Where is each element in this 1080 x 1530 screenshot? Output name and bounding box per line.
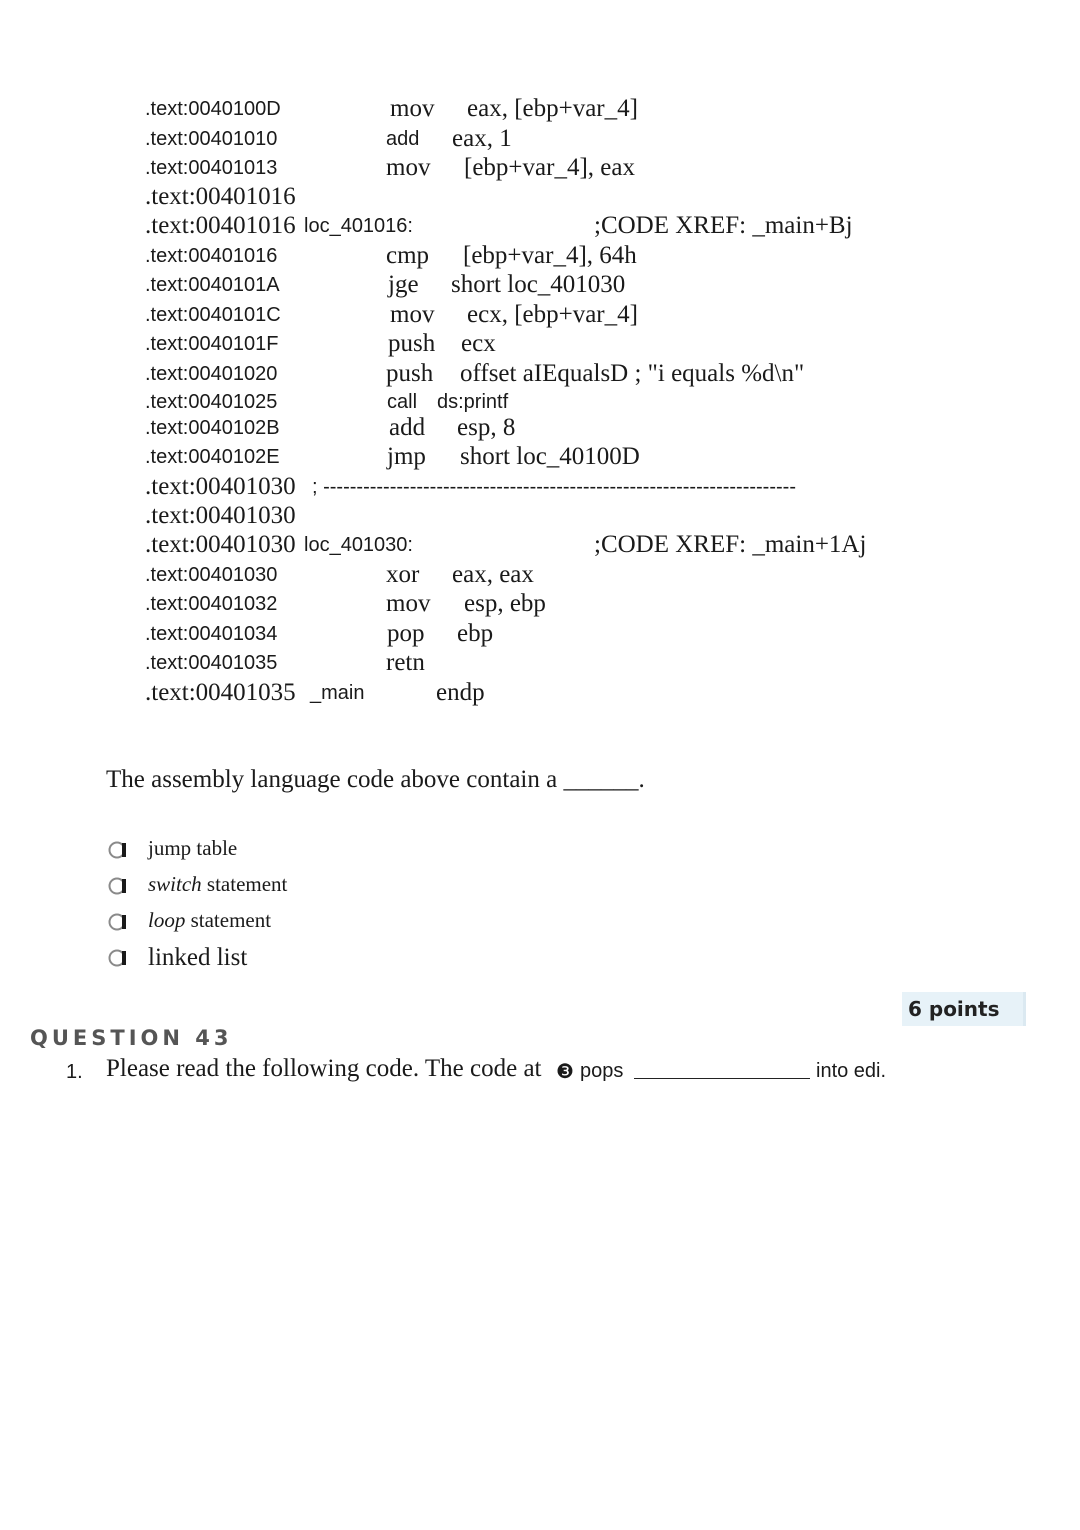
- code-address: .text:0040101C: [145, 304, 281, 326]
- code-address: .text:00401016: [145, 183, 296, 210]
- code-operand: esp, ebp: [464, 590, 546, 617]
- code-line: [0, 621, 1080, 651]
- code-operand: eax, 1: [452, 125, 512, 152]
- code-line: [0, 680, 1080, 710]
- code-line: [0, 96, 1080, 126]
- code-line: [0, 184, 1080, 214]
- answer-option-label: jump table: [148, 836, 238, 860]
- code-mnemonic: mov: [390, 95, 435, 122]
- question-text-pops: pops: [580, 1060, 624, 1082]
- code-line: [0, 331, 1080, 361]
- code-label: _main: [310, 682, 365, 704]
- code-mnemonic: push: [386, 360, 434, 387]
- code-operand: eax, [ebp+var_4]: [467, 95, 638, 122]
- code-address: .text:00401030: [145, 473, 296, 500]
- question-prompt: The assembly language code above contain a ______.: [106, 766, 645, 793]
- code-line: [0, 272, 1080, 302]
- code-address: .text:00401016: [145, 245, 278, 267]
- code-operand: ecx, [ebp+var_4]: [467, 301, 638, 328]
- code-line: [0, 562, 1080, 592]
- code-separator: ; -----------------------------------------------------------------------: [312, 476, 796, 498]
- code-mnemonic: pop: [387, 620, 425, 647]
- code-address: .text:0040102B: [145, 417, 280, 439]
- code-operand: short loc_40100D: [460, 443, 640, 470]
- code-address: .text:00401010: [145, 128, 278, 150]
- code-line: [0, 126, 1080, 156]
- code-address: .text:0040102E: [145, 446, 280, 468]
- code-operand: ;CODE XREF: _main+Bj: [594, 212, 853, 239]
- circled-three-marker: ❸: [556, 1061, 574, 1083]
- code-line: [0, 361, 1080, 391]
- list-number: 1.: [66, 1061, 83, 1083]
- code-mnemonic: retn: [386, 649, 425, 676]
- code-mnemonic: cmp: [386, 242, 430, 269]
- answer-option-label: linked list: [148, 944, 248, 971]
- code-mnemonic: mov: [390, 301, 435, 328]
- code-line: [0, 591, 1080, 621]
- radio-button-icon[interactable]: [108, 912, 128, 932]
- code-operand: eax, eax: [452, 561, 534, 588]
- answer-option-3[interactable]: [108, 908, 508, 936]
- code-operand: [ebp+var_4], eax: [464, 154, 635, 181]
- code-line: [0, 302, 1080, 332]
- code-address: .text:00401030: [145, 502, 296, 529]
- question-text-part: Please read the following code. The code at: [106, 1055, 542, 1082]
- code-line: [0, 155, 1080, 185]
- code-address: .text:00401035: [145, 652, 278, 674]
- code-mnemonic: add: [389, 414, 426, 441]
- code-line: [0, 503, 1080, 533]
- code-label: loc_401016:: [304, 215, 413, 237]
- radio-button-icon[interactable]: [108, 948, 128, 968]
- code-operand: [ebp+var_4], 64h: [463, 242, 637, 269]
- answer-blank[interactable]: [634, 1055, 810, 1079]
- code-mnemonic: mov: [386, 590, 431, 617]
- code-label: loc_401030:: [304, 534, 413, 556]
- code-mnemonic: xor: [386, 561, 420, 588]
- answer-option-2[interactable]: [108, 872, 508, 900]
- code-operand: offset aIEqualsD ; "i equals %d\n": [460, 360, 805, 387]
- code-mnemonic: mov: [386, 154, 431, 181]
- code-operand: ds:printf: [437, 391, 509, 413]
- code-address: .text:00401020: [145, 363, 278, 385]
- answer-option-1[interactable]: [108, 836, 508, 864]
- code-operand: ebp: [457, 620, 494, 647]
- code-address: .text:00401035: [145, 679, 296, 706]
- answer-option-label: switch statement: [148, 872, 288, 896]
- answer-option-4[interactable]: [108, 944, 508, 972]
- answer-option-label: loop statement: [148, 908, 272, 932]
- code-address: .text:00401016: [145, 212, 296, 239]
- code-line: [0, 213, 1080, 243]
- code-mnemonic: jmp: [387, 443, 426, 470]
- code-address: .text:00401025: [145, 391, 278, 413]
- code-mnemonic: push: [388, 330, 436, 357]
- code-line: [0, 243, 1080, 273]
- code-line: [0, 415, 1080, 445]
- radio-button-icon[interactable]: [108, 840, 128, 860]
- question-header: QUESTION 43: [30, 1026, 233, 1050]
- code-mnemonic: add: [386, 128, 420, 150]
- code-mnemonic: jge: [388, 271, 419, 298]
- code-address: .text:00401030: [145, 564, 278, 586]
- question-text-into-edi: into edi.: [816, 1060, 887, 1082]
- code-line: [0, 650, 1080, 680]
- next-question-text: [66, 1055, 966, 1085]
- code-operand: esp, 8: [457, 414, 516, 441]
- code-mnemonic: endp: [436, 679, 485, 706]
- code-operand: ecx: [461, 330, 496, 357]
- code-address: .text:0040101A: [145, 274, 280, 296]
- code-address: .text:00401034: [145, 623, 278, 645]
- code-address: .text:00401032: [145, 593, 278, 615]
- code-line: [0, 444, 1080, 474]
- code-line: [0, 532, 1080, 562]
- points-badge: 6 points: [902, 992, 1026, 1026]
- code-address: .text:0040101F: [145, 333, 279, 355]
- code-operand: short loc_401030: [451, 271, 626, 298]
- radio-button-icon[interactable]: [108, 876, 128, 896]
- code-operand: ;CODE XREF: _main+1Aj: [594, 531, 867, 558]
- code-address: .text:00401013: [145, 157, 278, 179]
- code-mnemonic: call: [387, 391, 418, 413]
- code-address: .text:00401030: [145, 531, 296, 558]
- code-line: [0, 474, 1080, 504]
- code-address: .text:0040100D: [145, 98, 281, 120]
